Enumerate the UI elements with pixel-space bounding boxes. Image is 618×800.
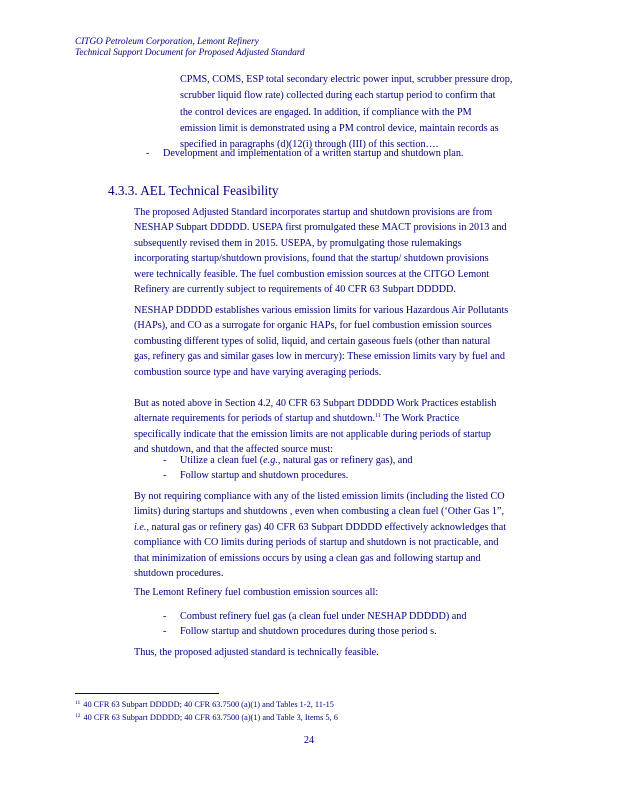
paragraph-line xyxy=(134,411,539,426)
page-number: 24 xyxy=(303,735,315,746)
list-item xyxy=(163,609,553,624)
dash-marker: - xyxy=(146,148,150,159)
paragraph-line: combustion source type and have varying averaging periods. xyxy=(134,366,382,378)
footnote-separator xyxy=(75,693,219,694)
continuation-line: specified in paragraphs (d)(12(i) through (III) of this section…. xyxy=(180,139,439,151)
quoted-continuation xyxy=(180,72,560,153)
header-line-2: Technical Support Document for Proposed Adjusted Standard xyxy=(75,48,305,58)
paragraph-4 xyxy=(134,489,539,581)
paragraph-line: By not requiring compliance with any of the listed emission limits (including the listed CO xyxy=(134,491,505,502)
list-item xyxy=(163,468,553,483)
paragraph-line: NESHAP Subpart DDDDD. USEPA first promulgated these MACT provisions in 2013 and xyxy=(134,222,507,234)
text-span: Follow startup and shutdown procedures. xyxy=(180,470,349,481)
paragraph-line: limits) during startups and shutdowns , even when combusting a clean fuel (‘Other Gas 1”, xyxy=(134,506,505,518)
paragraph-5: The Lemont Refinery fuel combustion emission sources all: xyxy=(134,587,379,598)
footnote xyxy=(75,698,334,710)
paragraph-line: NESHAP DDDDD establishes various emission limits for various Hazardous Air Pollutants xyxy=(134,305,509,316)
paragraph-line: were technically feasible. The fuel combustion emission sources at the CITGO Lemont xyxy=(134,268,490,280)
continuation-line: CPMS, COMS, ESP total secondary electric power input, scrubber pressure drop, xyxy=(180,74,513,85)
paragraph-line: gas, refinery gas and similar gases low in mercury): These emission limits vary by fuel and xyxy=(134,351,505,363)
footnote-text: 40 CFR 63 Subpart DDDDD; 40 CFR 63.7500 (a)(1) and Table 3, Items 5, 6 xyxy=(83,713,338,722)
text-span: i.e. xyxy=(134,521,147,533)
text-span: Combust refinery fuel gas (a clean fuel under NESHAP DDDDD) and xyxy=(180,611,467,622)
text-span: Follow startup and shutdown procedures during those period s. xyxy=(180,626,437,637)
text-span: , natural gas or refinery gas), and xyxy=(277,455,413,466)
paragraph-line: and shutdown, and that the affected source must: xyxy=(134,444,333,456)
paragraph-3 xyxy=(134,396,539,458)
paragraph-line: combusting different types of solid, liquid, and certain gaseous fuels (other than natural xyxy=(134,335,491,347)
text-span: , natural gas or refinery gas) 40 CFR 63 Subpart DDDDD effectively acknowledges that xyxy=(146,521,507,533)
paragraph-line xyxy=(134,520,539,535)
dash-item-text: Development and implementation of a written startup and shutdown plan. xyxy=(163,148,464,159)
paragraph-line: Refinery are currently subject to requirements of 40 CFR 63 Subpart DDDDD. xyxy=(134,284,456,296)
header-line-1: CITGO Petroleum Corporation, Lemont Refinery xyxy=(75,37,259,47)
continuation-line: scrubber liquid flow rate) collected during each startup period to confirm that xyxy=(180,90,496,102)
text-span: The Work Practice xyxy=(380,413,460,425)
paragraph-line: The proposed Adjusted Standard incorporates startup and shutdown provisions are from xyxy=(134,207,493,218)
dash-marker: - xyxy=(163,611,167,622)
paragraph-line: specifically indicate that the emission limits are not applicable during periods of startup xyxy=(134,428,492,440)
paragraph-line: But as noted above in Section 4.2, 40 CFR 63 Subpart DDDDD Work Practices establish xyxy=(134,398,497,409)
footnote-number: 12 xyxy=(75,713,81,719)
paragraph-line: shutdown procedures. xyxy=(134,568,224,580)
continuation-line: emission limit is demonstrated using a PM control device, maintain records as xyxy=(180,122,499,134)
paragraph-line: (HAPs), and CO as a surrogate for organic HAPs, for fuel combustion emission sources xyxy=(134,320,492,332)
running-header xyxy=(75,37,305,59)
text-span: alternate requirements for periods of startup and shutdown. xyxy=(134,413,376,425)
text-span: e.g. xyxy=(263,455,278,466)
list-item xyxy=(163,624,553,639)
paragraph-line: that minimization of emissions occurs by using a clean gas and following startup and xyxy=(134,552,481,564)
list-item xyxy=(163,453,553,468)
paragraph-2 xyxy=(134,303,539,380)
dash-marker: - xyxy=(163,470,167,481)
paragraph-line: incorporating startup/shutdown provisions, found that the startup/ shutdown provisions xyxy=(134,253,489,265)
continuation-line: the control devices are engaged. In addition, if compliance with the PM xyxy=(180,106,472,118)
footnote-number: 11 xyxy=(75,700,81,706)
paragraph-1 xyxy=(134,205,539,297)
dash-marker: - xyxy=(163,626,167,637)
text-span: Utilize a clean fuel ( xyxy=(180,455,264,466)
dash-list-item xyxy=(146,146,566,162)
section-heading: 4.3.3. AEL Technical Feasibility xyxy=(108,183,279,198)
footnote-text: 40 CFR 63 Subpart DDDDD; 40 CFR 63.7500 (a)(1) and Tables 1-2, 11-15 xyxy=(83,700,334,709)
dash-marker: - xyxy=(163,455,167,466)
paragraph-line: compliance with CO limits during periods of startup and shutdown is not practicable, and xyxy=(134,537,499,549)
paragraph-line: subsequently revised them in 2015. USEPA, by promulgating those rulemakings xyxy=(134,237,462,249)
paragraph-6: Thus, the proposed adjusted standard is technically feasible. xyxy=(134,647,379,658)
footnote-ref-11: 11 xyxy=(375,413,381,420)
footnote xyxy=(75,711,338,723)
